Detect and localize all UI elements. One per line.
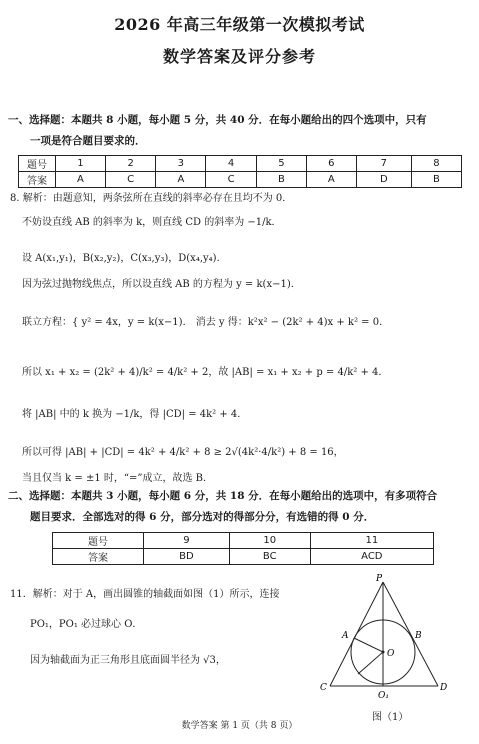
table-row-label: 答案 bbox=[53, 549, 144, 565]
page-footer: 数学答案 第 1 页（共 8 页） bbox=[181, 721, 298, 731]
table-cell: 6 bbox=[306, 156, 356, 172]
q11-line: PO₁，PO₁ 必过球心 O． bbox=[30, 619, 143, 630]
figure-caption: 图（1） bbox=[372, 712, 409, 723]
table-cell: 2 bbox=[105, 156, 156, 172]
table-cell: 9 bbox=[144, 533, 230, 549]
table-row bbox=[53, 549, 434, 565]
table-cell: 10 bbox=[229, 533, 310, 549]
table-cell: B bbox=[256, 172, 306, 188]
table-row-label: 题号 bbox=[53, 533, 144, 549]
table-row-label: 题号 bbox=[19, 156, 56, 172]
label-o: O bbox=[387, 649, 395, 659]
q8-line: 所以 x₁ + x₂ = (2k² + 4)/k² = 4/k² + 2，故 |AB| = x₁ + x₂ + p = 4/k² + 4． bbox=[22, 367, 389, 378]
label-p: P bbox=[376, 574, 383, 584]
table-cell: 5 bbox=[256, 156, 306, 172]
label-o1: O₁ bbox=[378, 691, 389, 701]
table-cell: B bbox=[411, 172, 461, 188]
table-cell: 11 bbox=[310, 533, 433, 549]
section2-answer-table bbox=[52, 532, 434, 565]
table-cell: C bbox=[206, 172, 257, 188]
section1-answer-table bbox=[18, 155, 462, 188]
label-d: D bbox=[440, 683, 448, 693]
table-row bbox=[19, 172, 462, 188]
table-cell: C bbox=[105, 172, 156, 188]
q8-line: 不妨设直线 AB 的斜率为 k，则直线 CD 的斜率为 −1/k． bbox=[22, 217, 282, 228]
section2-heading bbox=[8, 486, 468, 528]
table-cell: A bbox=[156, 172, 206, 188]
q11-line: 因为轴截面为正三角形且底面圆半径为 √3， bbox=[30, 655, 226, 666]
table-cell: A bbox=[56, 172, 106, 188]
q8-line: 当且仅当 k = ±1 时，“=”成立，故选 B． bbox=[22, 473, 214, 484]
section1-heading-line1: 一、选择题：本题共 8 小题，每小题 5 分，共 40 分．在每小题给出的四个选项中，只有 bbox=[8, 114, 427, 126]
section1-heading bbox=[8, 110, 468, 152]
table-cell: A bbox=[306, 172, 356, 188]
q11-line: 11．解析：对于 A，画出圆锥的轴截面如图（1）所示，连接 bbox=[10, 589, 280, 600]
table-cell: 4 bbox=[206, 156, 257, 172]
table-cell: 1 bbox=[56, 156, 106, 172]
table-row bbox=[53, 533, 434, 549]
section2-heading-line1: 二、选择题：本题共 3 小题，每小题 6 分，共 18 分．在每小题给出的选项中，有多项符合 bbox=[8, 490, 438, 502]
label-b: B bbox=[415, 631, 422, 641]
table-cell: BD bbox=[144, 549, 230, 565]
cone-cross-section-figure bbox=[318, 572, 458, 707]
section1-heading-line2: 一项是符合题目要求的． bbox=[30, 135, 146, 147]
page-title: 2026 年高三年级第一次模拟考试 bbox=[114, 15, 365, 34]
table-cell: ACD bbox=[310, 549, 433, 565]
table-row-label: 答案 bbox=[19, 172, 56, 188]
q8-line: 将 |AB| 中的 k 换为 −1/k，得 |CD| = 4k² + 4． bbox=[22, 409, 248, 420]
q8-line: 8. 解析：由题意知，两条弦所在直线的斜率必存在且均不为 0． bbox=[10, 193, 293, 204]
label-c: C bbox=[320, 683, 327, 693]
table-cell: 3 bbox=[156, 156, 206, 172]
q8-line: 所以可得 |AB| + |CD| = 4k² + 4/k² + 8 ≥ 2√(4k²·4/k²) + 8 = 16， bbox=[22, 447, 344, 458]
table-cell: BC bbox=[229, 549, 310, 565]
q8-line: 联立方程：{ y² = 4x，y = k(x−1)． 消去 y 得：k²x² − (2k² + 4)x + k² = 0． bbox=[22, 317, 390, 328]
label-a: A bbox=[342, 631, 349, 641]
radius-oa bbox=[354, 638, 383, 652]
table-row bbox=[19, 156, 462, 172]
section2-heading-line2: 题目要求．全部选对的得 6 分，部分选对的得部分分，有选错的得 0 分． bbox=[30, 511, 375, 523]
page-subtitle: 数学答案及评分参考 bbox=[162, 47, 316, 66]
table-cell: D bbox=[356, 172, 411, 188]
center-point bbox=[382, 651, 385, 654]
triangle-edge-pd bbox=[383, 582, 438, 686]
table-cell: 8 bbox=[411, 156, 461, 172]
q8-line: 设 A(x₁,y₁)，B(x₂,y₂)，C(x₃,y₃)，D(x₄,y₄)． bbox=[22, 253, 227, 264]
q8-line: 因为弦过抛物线焦点，所以设直线 AB 的方程为 y = k(x−1)． bbox=[22, 279, 301, 290]
table-cell: 7 bbox=[356, 156, 411, 172]
radius-line bbox=[358, 652, 383, 674]
